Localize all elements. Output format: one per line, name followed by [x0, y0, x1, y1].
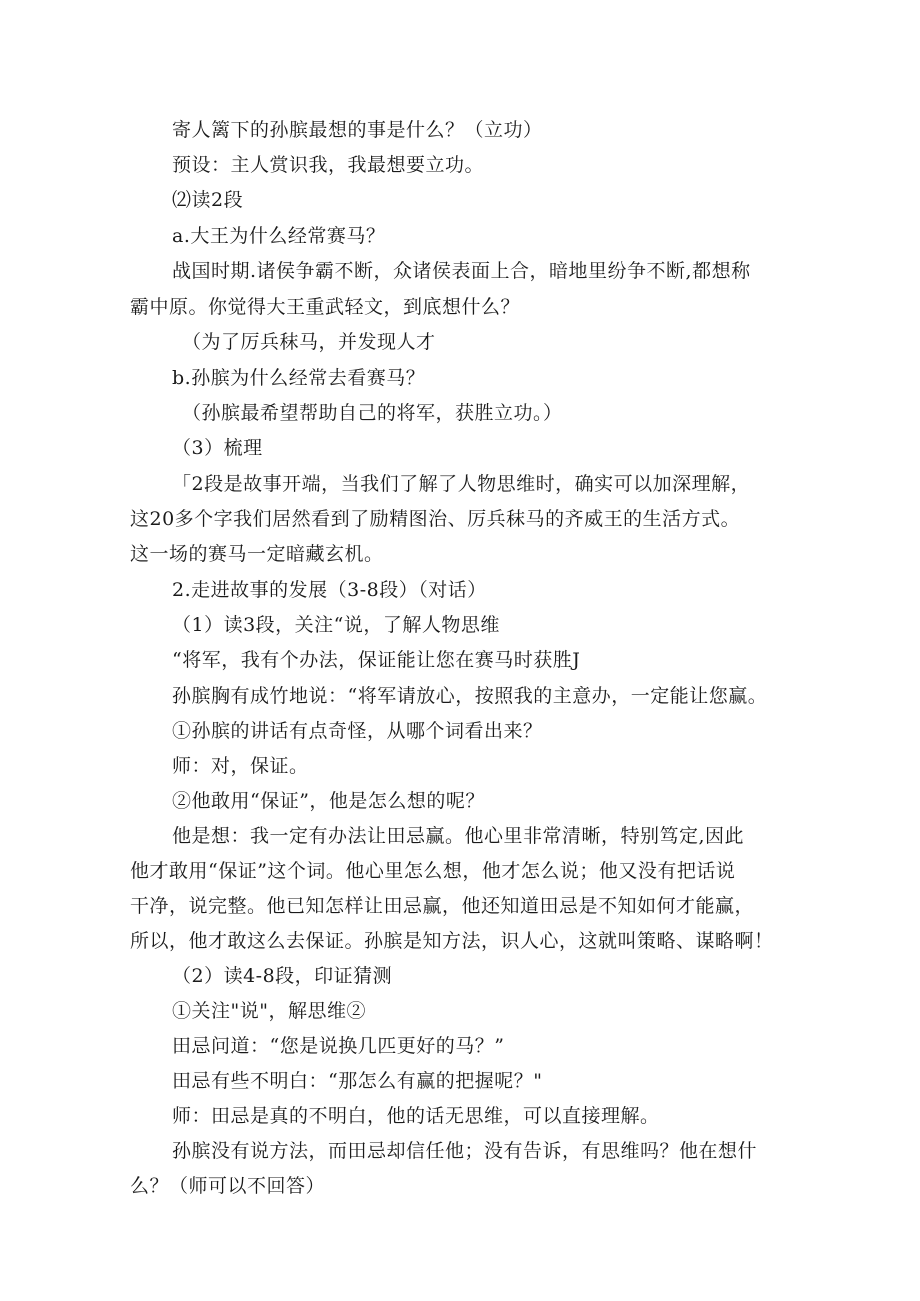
text-line: 这20多个字我们居然看到了励精图治、厉兵秣马的齐威王的生活方式。	[130, 508, 741, 530]
text-line: 预设：主人赏识我，我最想要立功。	[172, 154, 485, 176]
text-line: 他才敢用“保证”这个词。他心里怎么想，他才怎么说；他又没有把话说	[130, 860, 736, 882]
text-line: 这一场的赛马一定暗藏玄机。	[130, 543, 384, 565]
text-line: 干净，说完整。他已知怎样让田忌赢，他还知道田忌是不知如何才能赢，	[130, 895, 755, 917]
text-line: 田忌有些不明白：“那怎么有赢的把握呢？"	[172, 1070, 543, 1092]
text-line: （为了厉兵秣马，并发现人才	[182, 331, 436, 353]
text-line: （2）读4-8段，印证猜测	[172, 965, 393, 987]
text-line: （1）读3段，关注“说，了解人物思维	[172, 614, 500, 636]
text-line: 孙膑胸有成竹地说：“将军请放心，按照我的主意办，一定能让您赢。	[172, 685, 768, 707]
text-line: 霸中原。你觉得大王重武轻文，到底想什么？	[130, 296, 521, 318]
text-line: 孙膑没有说方法，而田忌却信任他；没有告诉，有思维吗？他在想什	[172, 1140, 758, 1162]
text-line: ①孙膑的讲话有点奇怪，从哪个词看出来？	[172, 720, 543, 742]
text-line: 田忌问道：“您是说换几匹更好的马？”	[172, 1035, 505, 1057]
text-line: （3）梳理	[172, 437, 263, 459]
text-line: 2.走进故事的发展（3-8段）（对话）	[172, 579, 487, 601]
text-line: b.孙膑为什么经常去看赛马？	[172, 367, 426, 389]
text-line: a.大王为什么经常赛马？	[172, 225, 386, 247]
text-line: “将军，我有个办法，保证能让您在赛马时获胜J	[172, 649, 581, 671]
text-line: ①关注"说"，解思维②	[172, 1000, 366, 1022]
text-line: ⑵读2段	[172, 189, 244, 211]
text-line: ②他敢用“保证”，他是怎么想的呢？	[172, 790, 485, 812]
text-line: 战国时期.诸侯争霸不断，众诸侯表面上合，暗地里纷争不断,都想称	[172, 260, 751, 282]
text-line: 所以，他才敢这么去保证。孙膑是知方法，识人心，这就叫策略、谋略啊！	[130, 930, 774, 952]
text-line: 师：田忌是真的不明白，他的话无思维，可以直接理解。	[172, 1105, 660, 1127]
text-line: 他是想：我一定有办法让田忌赢。他心里非常清晰，特别笃定,因此	[172, 825, 745, 847]
text-line: 师：对，保证。	[172, 755, 309, 777]
text-line: 「2段是故事开端，当我们了解了人物思维时，确实可以加深理解，	[172, 473, 751, 495]
text-line: 么？（师可以不回答）	[130, 1175, 326, 1197]
text-line: （孙膑最希望帮助自己的将军，获胜立功。）	[182, 402, 563, 424]
text-line: 寄人篱下的孙膑最想的事是什么？（立功）	[172, 119, 543, 141]
